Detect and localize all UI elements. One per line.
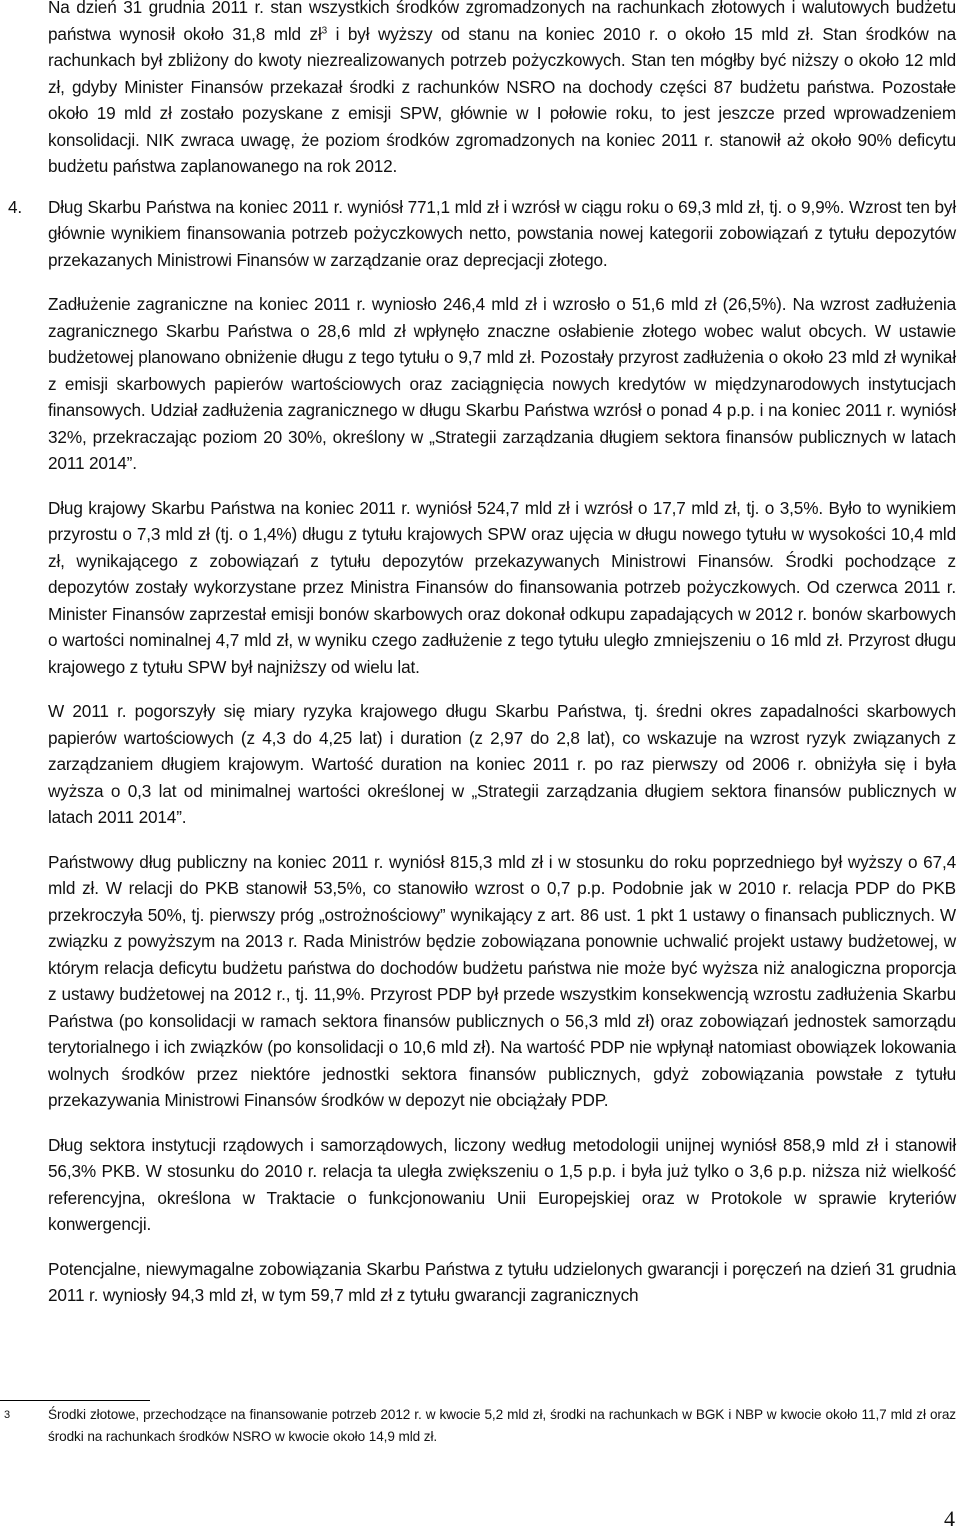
page-number: 4 <box>944 1506 955 1531</box>
paragraph-funds-text: Na dzień 31 grudnia 2011 r. stan wszystkich środków zgromadzonych na rachunkach złotowych i walutowych budżetu państwa wynosił około 31,8 mld zł <box>48 0 956 44</box>
paragraph-domestic-debt: Dług krajowy Skarbu Państwa na koniec 2011 r. wyniósł 524,7 mld zł i wzrósł o 17,7 mld zł, tj. o 3,5%. Było to wynikiem przyrostu o 7,3 mld zł (tj. o 1,4%) długu z tytułu krajowych SPW oraz ujęcia w długu nowego tytułu w wysokości 10,4 mld zł, wynikającego z zobowiązań z tytułu depozytów przekazywanych Ministrowi Finansów. Środki pochodzące z depozytów zostały wykorzystane przez Ministra Finansów do finansowania potrzeb pożyczkowych. Od czerwca 2011 r. Minister Finansów zaprzestał emisji bonów skarbowych oraz dokonał odkupu zapadających w 2012 r. bonów skarbowych o wartości nominalnej 4,7 mld zł, w wyniku czego zadłużenie z tego tytułu uległo zmniejszeniu o 16 mld zł. Przyrost długu krajowego z tytułu SPW był najniższy od wielu lat. <box>48 497 956 677</box>
paragraph-foreign-debt: Zadłużenie zagraniczne na koniec 2011 r. wyniosło 246,4 mld zł i wzrosło o 51,6 mld zł (26,5%). Na wzrost zadłużenia zagranicznego Skarbu Państwa o 28,6 mld zł wpłynęło znaczne osłabienie złotego wobec walut obcych. W ustawie budżetowej planowano obniżenie długu z tego tytułu o 9,7 mld zł. Pozostały przyrost zadłużenia o około 23 mld zł wynikał z emisji skarbowych papierów wartościowych oraz zaciągnięcia nowych kredytów w międzynarodowych instytucjach finansowych. Udział zadłużenia zagranicznego w długu Skarbu Państwa wzrósł o ponad 4 p.p. i na koniec 2011 r. wyniósł 32%, przekraczając poziom 20 30%, określony w „Strategii zarządzania długiem sektora finansów publicznych w latach 2011 2014”. <box>48 294 956 473</box>
paragraph-eu-debt: Dług sektora instytucji rządowych i samorządowych, liczony według metodologii unijnej wyniósł 858,9 mld zł i stanowił 56,3% PKB. W stosunku do 2010 r. relacja ta uległa zwiększeniu o 1,5 p.p. i była już tylko o 3,6 p.p. niższa niż wielkość referencyjna, określona w Traktacie o funkcjonowaniu Unii Europejskiej oraz w Protokole w sprawie kryteriów konwergencji. <box>48 1134 956 1234</box>
footnote <box>0 1404 956 1448</box>
footnote-text: Środki złotowe, przechodzące na finansowanie potrzeb 2012 r. w kwocie 5,2 mld zł, środki na rachunkach w BGK i NBP w kwocie około 11,7 mld zł oraz środki na rachunkach środków NSRO w kwocie około 14,9 mld zł. <box>48 1407 956 1444</box>
paragraph-public-debt: Państwowy dług publiczny na koniec 2011 r. wyniósł 815,3 mld zł i w stosunku do roku poprzedniego był wyższy o 67,4 mld zł. W relacji do PKB stanowił 53,5%, co stanowiło wzrost o 0,7 p.p. Podobnie jak w 2010 r. relacja PDP do PKB przekroczyła 50%, tj. pierwszy próg „ostrożnościowy” wynikający z art. 86 ust. 1 pkt 1 ustawy o finansach publicznych. W związku z powyższym na 2013 r. Rada Ministrów będzie zobowiązana ponownie uchwalić projekt ustawy budżetowej, w którym relacja deficytu budżetu państwa do dochodów budżetu państwa nie może być wyższa niż analogiczna proporcja z ustawy budżetowej na 2012 r., tj. 11,9%. Przyrost PDP był przede wszystkim konsekwencją wzrostu zadłużenia Skarbu Państwa (po konsolidacji w ramach sektora finansów publicznych o 56,3 mld zł) oraz zobowiązań jednostek samorządu terytorialnego i ich związków (po konsolidacji o 10,6 mld zł). Na wartość PDP nie wpłynął natomiast obowiązek lokowania wolnych środków przez niektóre jednostki sektora finansów publicznych, gdyż zobowiązania powstałe z tytułu przekazywania Ministrowi Finansów środków w depozyt nie obciążały PDP. <box>48 851 956 1110</box>
paragraph-funds <box>48 0 956 180</box>
footnote-reference: 3 <box>321 24 328 36</box>
footnote-separator <box>0 1400 150 1401</box>
paragraph-risk-measures: W 2011 r. pogorszyły się miary ryzyka krajowego długu Skarbu Państwa, tj. średni okres zapadalności skarbowych papierów wartościowych (z 4,3 do 4,25 lat) i duration (z 2,97 do 2,8 lat), co wskazuje na wzrost ryzyk związanych z zarządzaniem długiem krajowym. Wartość duration na koniec 2011 r. po raz pierwszy od 2006 r. obniżyła się i była wyższa o 0,3 lat od minimalnej wartości określonej w „Strategii zarządzania długiem sektora finansów publicznych w latach 2011 2014”. <box>48 701 956 827</box>
footnote-mark: 3 <box>4 1409 11 1421</box>
paragraph-funds-text-cont: i był wyższy od stanu na koniec 2010 r. o około 15 mld zł. Stan środków na rachunkach był zbliżony do kwoty niezrealizowanych potrzeb pożyczkowych. Stan ten mógłby być niższy o około 12 mld zł, gdyby Minister Finansów przekazał środki z rachunków NSRO na dochody części 87 budżetu państwa. Pozostałe około 19 mld zł zostało pozyskane z emisji SPW, głównie w I połowie roku, to jest jeszcze przed wprowadzeniem konsolidacji. NIK zwraca uwagę, że poziom środków zgromadzonych na koniec 2011 r. stanowił aż około 90% deficytu budżetu państwa zaplanowanego na rok 2012. <box>48 23 956 176</box>
body-text <box>8 0 956 1327</box>
item-number: 4. <box>8 196 23 217</box>
paragraph-guarantees: Potencjalne, niewymagalne zobowiązania Skarbu Państwa z tytułu udzielonych gwarancji i poręczeń na dzień 31 grudnia 2011 r. wyniosły 94,3 mld zł, w tym 59,7 mld zł z tytułu gwarancji zagranicznych <box>48 1258 956 1305</box>
paragraph-state-debt: Dług Skarbu Państwa na koniec 2011 r. wyniósł 771,1 mld zł i wzrósł w ciągu roku o 69,3 mld zł, tj. o 9,9%. Wzrost ten był głównie wynikiem finansowania potrzeb pożyczkowych netto, powstania nowej kategorii zobowiązań z tytułu depozytów przekazanych Ministrowi Finansów w zarządzanie oraz deprecjacji złotego. <box>48 196 956 270</box>
numbered-item-4 <box>8 194 956 274</box>
